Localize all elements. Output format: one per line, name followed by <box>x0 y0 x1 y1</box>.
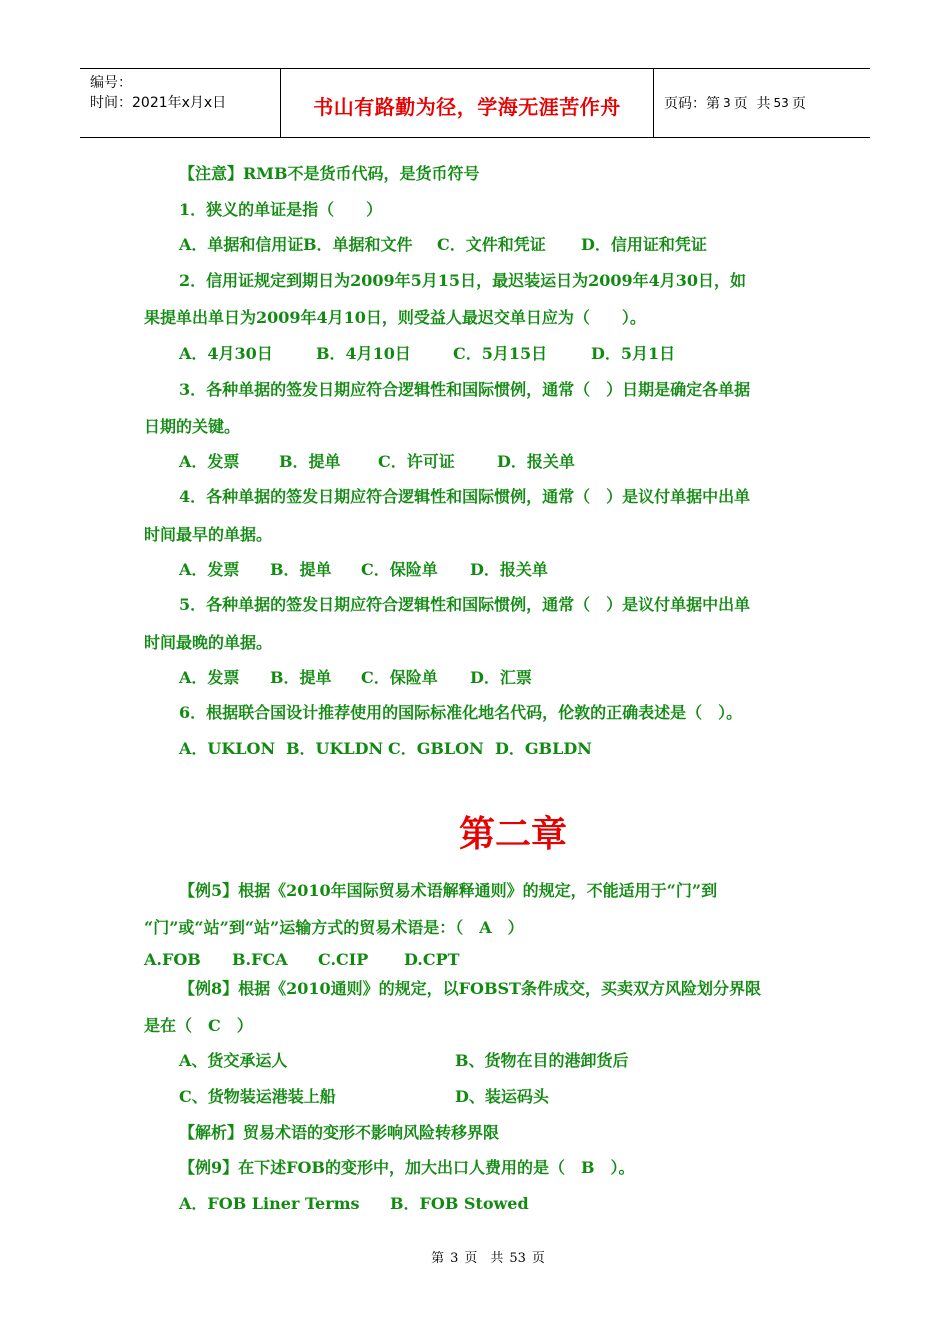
question-4-line-2: 时间最早的单据。 <box>144 525 273 544</box>
option: B．提单 <box>270 668 332 687</box>
option: B．单据和文件 <box>303 235 413 254</box>
option: C．5月15日 <box>453 344 548 363</box>
option: A．发票 <box>179 668 240 687</box>
example-5-options <box>144 950 460 969</box>
header-motto: 书山有路勤为径，学海无涯苦作舟 <box>313 94 621 119</box>
question-1: 1．狭义的单证是指（ ） <box>179 200 383 219</box>
page-mid: 页 共 <box>733 96 771 112</box>
question-2-options <box>179 341 675 364</box>
option: A.FOB <box>144 950 201 969</box>
question-5-options <box>179 665 532 688</box>
question-6: 6．根据联合国设计推荐使用的国际标准化地名代码，伦敦的正确表述是（ ）。 <box>179 703 743 722</box>
question-6-options <box>179 736 592 759</box>
option: C．保险单 <box>361 668 438 687</box>
option: A．发票 <box>179 560 240 579</box>
option: B．UKLDN <box>286 739 384 758</box>
header-meta <box>80 69 281 137</box>
option: D．5月1日 <box>591 344 676 363</box>
option: D．信用证和凭证 <box>581 235 707 254</box>
question-5-line-1: 5．各种单据的签发日期应符合逻辑性和国际惯例，通常（ ）是议付单据中出单 <box>179 595 751 614</box>
page-header <box>80 68 870 138</box>
question-4-options <box>179 557 548 580</box>
page-current: 3 <box>723 96 731 110</box>
option: D．汇票 <box>470 668 532 687</box>
doc-number-label: 编号： <box>90 75 132 91</box>
question-3-line-2: 日期的关键。 <box>144 417 241 436</box>
footer-mid: 页 共 <box>464 1251 504 1266</box>
note-line: 【注意】RMB不是货币代码，是货币符号 <box>179 164 480 183</box>
header-page-info <box>654 69 870 137</box>
example-8-options-row-2 <box>179 1084 549 1107</box>
example-8-line-2: 是在（ C ） <box>144 1016 253 1035</box>
option: D．GBLDN <box>495 739 592 758</box>
question-3-options <box>179 449 575 472</box>
option: B．FOB Stowed <box>390 1194 529 1213</box>
option: A．发票 <box>179 452 240 471</box>
option: B．4月10日 <box>316 344 411 363</box>
option: C．保险单 <box>361 560 438 579</box>
option: D.CPT <box>404 950 460 969</box>
example-5-line-2: “门”或“站”到“站”运输方式的贸易术语是：（ A ） <box>144 918 524 937</box>
option: D、装运码头 <box>455 1087 549 1106</box>
example-9: 【例9】在下述FOB的变形中，加大出口人费用的是（ B ）。 <box>179 1158 635 1177</box>
option: C．许可证 <box>378 452 455 471</box>
example-5-line-1: 【例5】根据《2010年国际贸易术语解释通则》的规定，不能适用于“门”到 <box>179 881 718 900</box>
page-footer <box>0 1247 950 1266</box>
question-4-line-1: 4．各种单据的签发日期应符合逻辑性和国际惯例，通常（ ）是议付单据中出单 <box>179 487 751 506</box>
option: B.FCA <box>232 950 288 969</box>
question-3-line-1: 3．各种单据的签发日期应符合逻辑性和国际惯例，通常（ ）日期是确定各单据 <box>179 380 751 399</box>
option: A．4月30日 <box>179 344 273 363</box>
footer-prefix: 第 <box>431 1251 445 1266</box>
option: D．报关单 <box>497 452 575 471</box>
option: A、货交承运人 <box>179 1051 288 1070</box>
doc-time-label: 时间：2021年x月x日 <box>90 95 227 111</box>
footer-suffix: 页 <box>531 1251 545 1266</box>
option: A．FOB Liner Terms <box>179 1194 360 1213</box>
option: B．提单 <box>279 452 341 471</box>
page-prefix: 页码：第 <box>664 96 720 112</box>
option: B、货物在目的港卸货后 <box>455 1051 629 1070</box>
option: C.CIP <box>318 950 369 969</box>
option: C．GBLON <box>388 739 484 758</box>
footer-total: 53 <box>509 1251 526 1266</box>
option: C、货物装运港装上船 <box>179 1087 336 1106</box>
chapter-title: 第二章 <box>458 813 567 855</box>
option: D．报关单 <box>470 560 548 579</box>
example-8-options-row-1 <box>179 1048 629 1071</box>
option: A．单据和信用证 <box>179 235 304 254</box>
header-motto-cell <box>281 69 654 137</box>
question-1-options <box>179 232 707 255</box>
footer-current: 3 <box>450 1251 459 1266</box>
option: C．文件和凭证 <box>437 235 546 254</box>
question-2-line-1: 2．信用证规定到期日为2009年5月15日，最迟装运日为2009年4月30日，如 <box>179 271 746 290</box>
option: B．提单 <box>270 560 332 579</box>
question-2-line-2: 果提单出单日为2009年4月10日，则受益人最迟交单日应为（ ）。 <box>144 308 646 327</box>
example-8-line-1: 【例8】根据《2010通则》的规定，以FOBST条件成交，买卖双方风险划分界限 <box>179 979 761 998</box>
page-total: 53 <box>773 96 789 110</box>
question-5-line-2: 时间最晚的单据。 <box>144 633 273 652</box>
option: A．UKLON <box>179 739 276 758</box>
page-suffix: 页 <box>791 96 806 112</box>
example-9-options <box>179 1191 529 1214</box>
analysis-line: 【解析】贸易术语的变形不影响风险转移界限 <box>179 1123 500 1142</box>
